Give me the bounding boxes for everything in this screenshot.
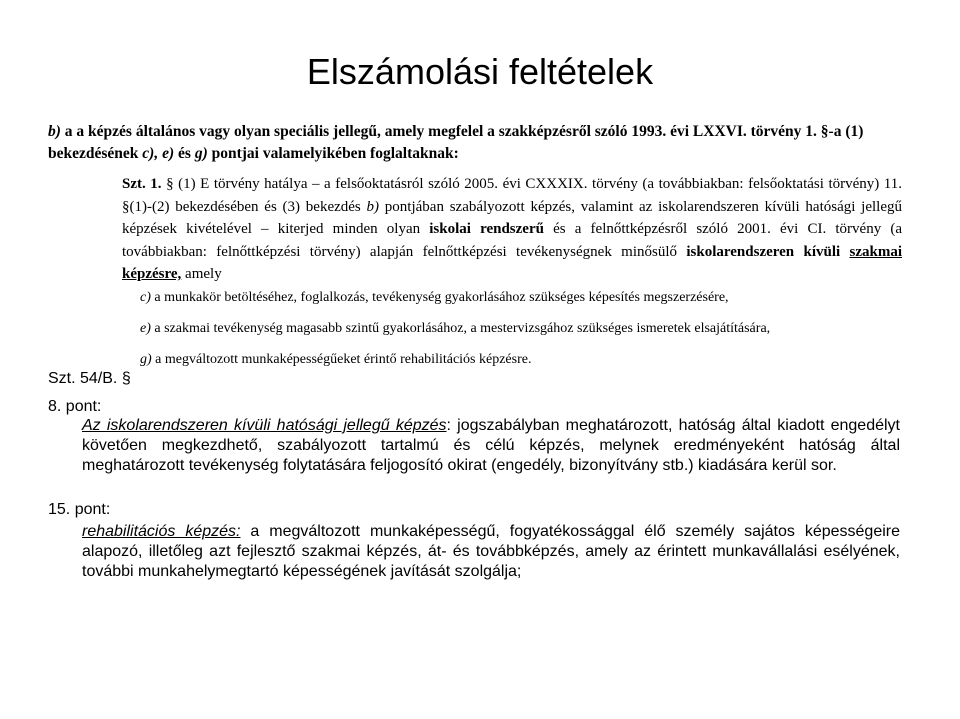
quote-ref: Szt. 1. xyxy=(122,176,162,192)
quote-b-point: b) xyxy=(366,198,380,215)
intro-text-3: pontjai valamelyikében foglaltaknak: xyxy=(207,145,459,162)
quote-text-2: pontjában szabályozott képzés, valamint az iskolarendszeren kívüli hatósági jellegű képzések kivételével – kiterjed minden olyan xyxy=(122,198,902,237)
definition-8 xyxy=(82,416,900,476)
quote-bold-1: iskolai rendszerű xyxy=(429,221,544,237)
quote-text-4 xyxy=(840,244,849,260)
intro-refs: c), e) xyxy=(142,145,175,162)
list-text: a szakmai tevékenység magasabb szintű gyakorlásához, a mestervizsgához szükséges ismeretek elsajátítására, xyxy=(150,321,771,336)
definition-text: jogszabályban meghatározott, hatóság által kiadott engedélyt követően megkezdhető, szabályozott tartalmú és célú képzés, melynek eredményeként hatóság által meghatározott tevékenység folytatására feljogosító okirat (engedély, bizonyítvány stb.) kiadására kerül sor. xyxy=(82,417,901,474)
intro-text-1: a a képzés általános vagy olyan speciális jellegű, amely megfelel a szakképzésről szóló 1993. évi LXXVI. törvény 1. §-a (1) bekezdésének xyxy=(48,123,864,162)
intro-lead: b) xyxy=(48,123,61,140)
definition-15 xyxy=(82,522,900,582)
intro-text-2: és xyxy=(174,145,195,162)
definition-colon: : xyxy=(446,417,451,434)
section-ref: Szt. 54/B. § xyxy=(48,370,131,387)
list-marker: c) xyxy=(140,290,151,305)
list-item xyxy=(140,350,900,370)
page-title: Elszámolási feltételek xyxy=(306,51,654,92)
list-text: a munkakör betöltéséhez, foglalkozás, tevékenység gyakorlásához szükséges képesítés megszerzésére, xyxy=(150,290,729,305)
definition-term: Az iskolarendszeren kívüli hatósági jellegű képzés xyxy=(82,417,447,434)
quote-text-3: és a felnőttképzésről szóló 2001. évi CI. törvény (a továbbiakban: felnőttképzési törvény) alapján felnőttképzési tevékenységnek minősülő xyxy=(122,221,902,260)
list-marker: e) xyxy=(140,321,151,336)
intro-paragraph xyxy=(48,121,908,165)
point-8-label: 8. pont: xyxy=(48,398,102,415)
quote-bold-2: iskolarendszeren kívüli xyxy=(686,243,841,260)
law-quote xyxy=(122,173,902,286)
quote-text-1: § (1) E törvény hatálya – a felsőoktatásról szóló 2005. évi CXXXIX. törvény (a továbbiakban: felsőoktatási törvény) 11. §(1)-(2) bekezdésében és (3) bekezdés xyxy=(122,176,902,215)
list-item xyxy=(140,319,900,339)
point-list xyxy=(140,288,900,381)
definition-text: a megváltozott munkaképességű, fogyatékossággal élő személy sajátos képességeire alapozó, illetőleg azt fejlesztő szakmai képzés, át- és továbbképzés, amely az érintett munkavállalási esélyének, további munkahelymegtartó képességének javítását szolgálja; xyxy=(82,523,901,580)
quote-text-5: amely xyxy=(181,266,222,282)
definition-term: rehabilitációs képzés: xyxy=(82,523,241,540)
list-item xyxy=(140,288,900,308)
list-marker: g) xyxy=(140,352,152,367)
intro-ref-g: g) xyxy=(194,145,208,162)
quote-bold-underlined: szakmai képzésre, xyxy=(122,243,903,282)
point-15-label: 15. pont: xyxy=(48,501,111,518)
list-text: a megváltozott munkaképességűeket érintő rehabilitációs képzésre. xyxy=(151,352,532,367)
